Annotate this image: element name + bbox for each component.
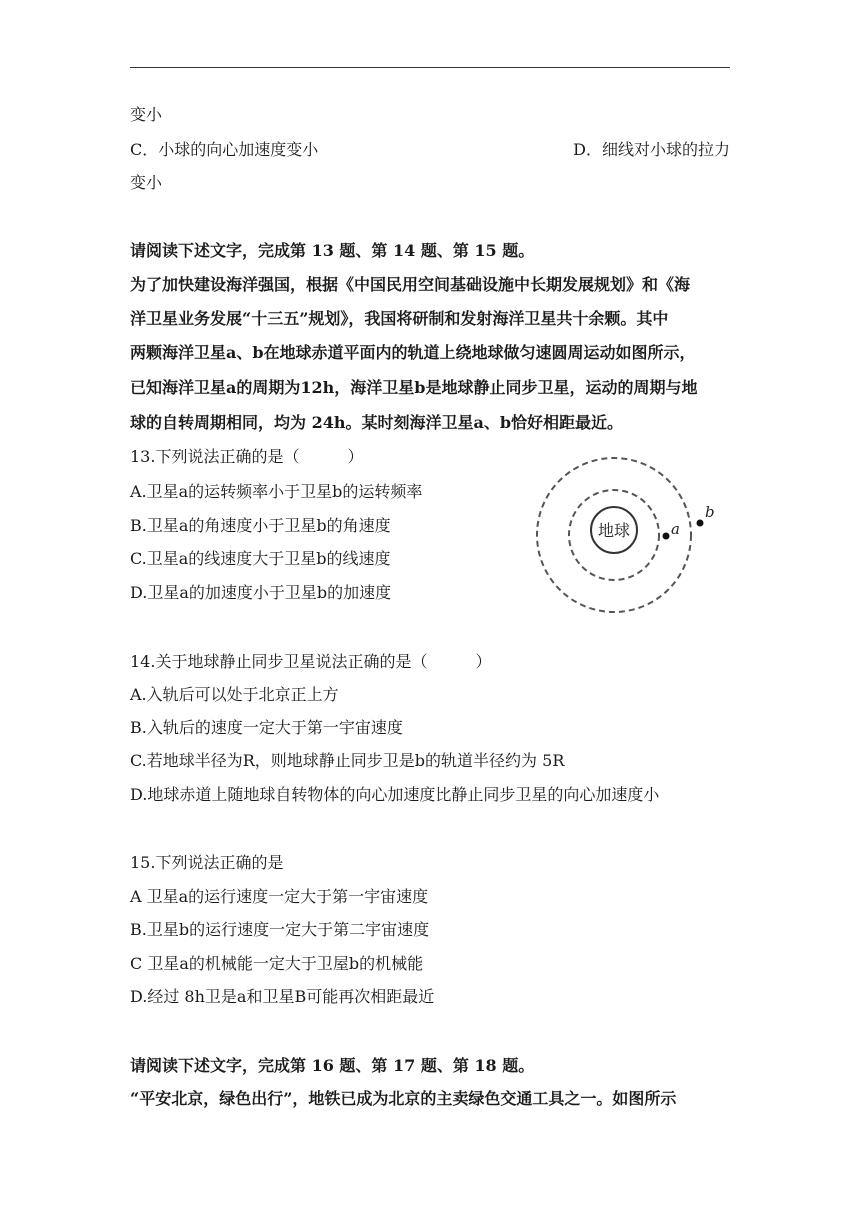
- question-14-option-d: D.地球赤道上随地球自转物体的向心加速度比静止同步卫星的向心加速度小: [130, 785, 660, 804]
- question-14: 14.关于地球静止同步卫星说法正确的是（ ）: [130, 652, 492, 671]
- question-13-option-c: C.卫星a的线速度大于卫星b的线速度: [130, 549, 391, 568]
- passage-line: 两颗海洋卫星a、b在地球赤道平面内的轨道上绕地球做匀速圆周运动如图所示，: [130, 343, 696, 362]
- question-15: 15.下列说法正确的是: [130, 853, 284, 872]
- question-15-option-d: D.经过 8h卫是a和卫星B可能再次相距最近: [130, 987, 435, 1006]
- options-row: [130, 140, 730, 160]
- satellite-a-label: a: [671, 520, 680, 538]
- question-14-option-b: B.入轨后的速度一定大于第一宇宙速度: [130, 718, 403, 737]
- orbit-diagram: [528, 454, 728, 624]
- passage-line: 为了加快建设海洋强国，根据《中国民用空间基础设施中长期发展规划》和《海: [130, 275, 691, 294]
- satellite-b-dot: [697, 520, 704, 527]
- question-14-option-c: C.若地球半径为R，则地球静止同步卫是b的轨道半径约为 5R: [130, 751, 565, 770]
- satellite-a-dot: [663, 533, 670, 540]
- option-c: C．小球的向心加速度变小: [130, 140, 319, 159]
- passage-line: 洋卫星业务发展“十三五”规划》，我国将研制和发射海洋卫星共十余颗。其中: [130, 309, 669, 328]
- text-line: 变小: [130, 105, 163, 124]
- question-15-option-c: C 卫星a的机械能一定大于卫屋b的机械能: [130, 954, 424, 973]
- option-d: D．细线对小球的拉力: [573, 140, 730, 159]
- earth-label: 地球: [597, 521, 631, 540]
- question-15-option-a: A 卫星a的运行速度一定大于第一宇宙速度: [130, 887, 429, 906]
- question-13-option-d: D.卫星a的加速度小于卫星b的加速度: [130, 583, 392, 602]
- reading-instruction: 请阅读下述文字，完成第 13 题、第 14 题、第 15 题。: [130, 241, 535, 260]
- text-line: 变小: [130, 173, 163, 192]
- reading-instruction: 请阅读下述文字，完成第 16 题、第 17 题、第 18 题。: [130, 1056, 535, 1075]
- passage-line: “平安北京，绿色出行”，地铁已成为北京的主卖绿色交通工具之一。如图所示: [130, 1089, 677, 1108]
- header-rule: [130, 67, 730, 68]
- passage-line: 已知海洋卫星a的周期为12h，海洋卫星b是地球静止同步卫星，运动的周期与地: [130, 378, 698, 397]
- question-13: 13.下列说法正确的是（ ）: [130, 447, 364, 466]
- question-13-option-a: A.卫星a的运转频率小于卫星b的运转频率: [130, 482, 423, 501]
- passage-line: 球的自转周期相同，均为 24h。某时刻海洋卫星a、b恰好相距最近。: [130, 413, 624, 432]
- question-14-option-a: A.入轨后可以处于北京正上方: [130, 685, 339, 704]
- satellite-b-label: b: [705, 503, 715, 521]
- question-13-option-b: B.卫星a的角速度小于卫星b的角速度: [130, 516, 391, 535]
- question-15-option-b: B.卫星b的运行速度一定大于第二宇宙速度: [130, 920, 430, 939]
